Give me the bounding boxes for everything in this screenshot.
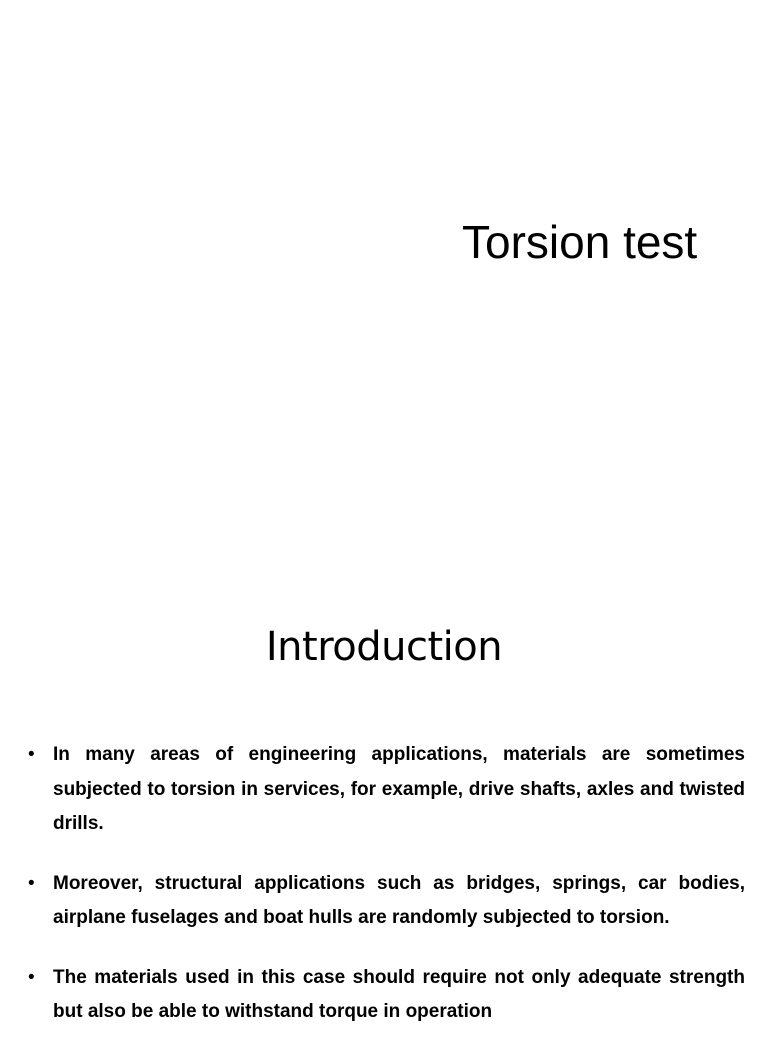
bullet-text: In many areas of engineering applications, materials are sometimes subjected to torsion in services, for example, drive shafts, axles and twisted drills. — [53, 744, 745, 834]
section-heading: Introduction — [265, 624, 503, 670]
bullet-text: The materials used in this case should require not only adequate strength but also be able to withstand torque in operation — [53, 966, 745, 1022]
bullet-list — [0, 738, 768, 1055]
bullet-icon: • — [28, 966, 35, 988]
slide-title: Torsion test — [462, 216, 698, 268]
bullet-text: Moreover, structural applications such as bridges, springs, car bodies, airplane fuselages and boat hulls are randomly subjected to torsion. — [53, 872, 745, 928]
bullet-item — [0, 738, 768, 842]
bullet-item — [0, 961, 768, 1030]
bullet-icon: • — [28, 744, 35, 765]
bullet-icon: • — [28, 872, 35, 894]
bullet-item — [0, 867, 768, 936]
